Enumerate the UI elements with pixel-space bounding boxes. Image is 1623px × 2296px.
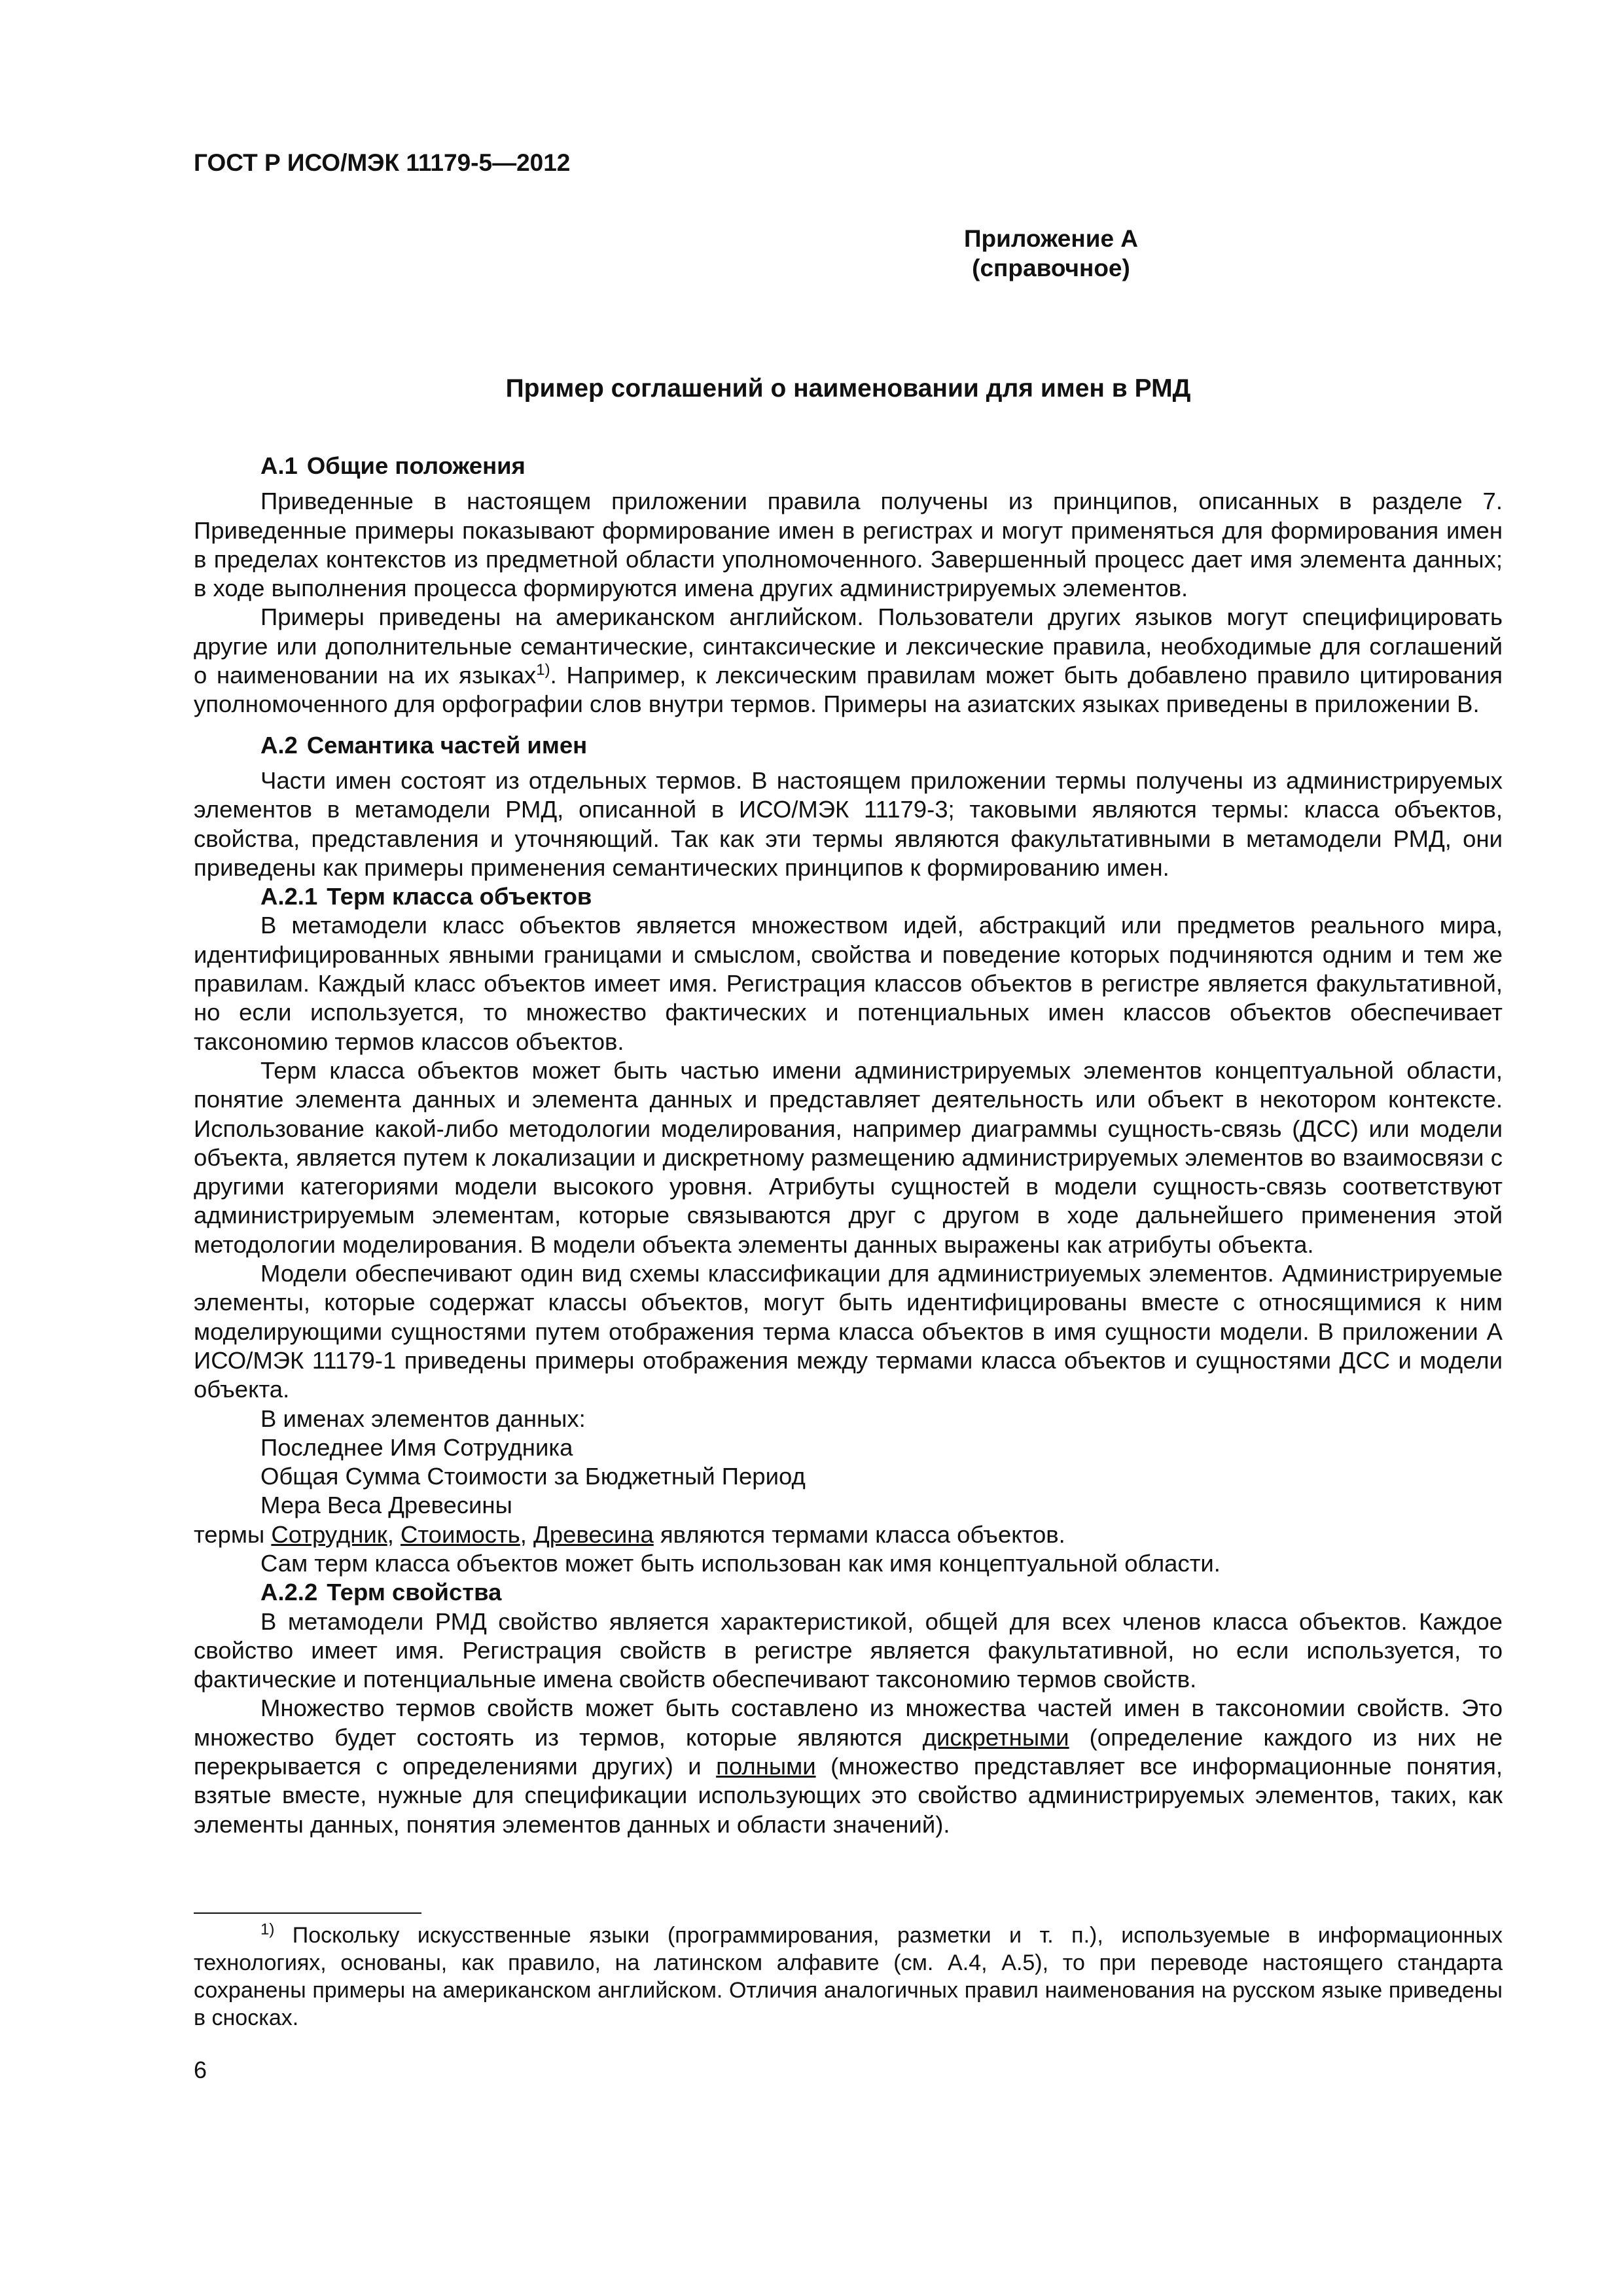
- annex-title: Приложение А: [963, 225, 1139, 252]
- section-number: А.1: [260, 452, 298, 479]
- annex-status: (справочное): [972, 255, 1130, 281]
- term-cost: Стоимость: [401, 1520, 520, 1548]
- section-number: А.2.1: [260, 883, 318, 910]
- section-heading-a1: [194, 452, 1503, 480]
- paragraph: Модели обеспечивают один вид схемы классификации для администриуемых элементов. Администрируемые элементы, которые содержат классы объектов, могут быть идентифицированы вместе с относящимися к ним моделирующими сущностями путем отображения терма класса объектов в имя сущности модели. В приложении А ИСО/МЭК 11179-1 приведены примеры отображения между термами класса объектов и сущностями ДСС и модели объекта.: [194, 1260, 1503, 1403]
- section-heading-a21: [194, 882, 1503, 911]
- section-title: Терм класса объектов: [327, 883, 592, 910]
- paragraph: Терм класса объектов может быть частью имени администрируемых элементов концептуальной области, понятие элемента данных и элемента данных и представляет деятельность или объект в некотором контексте. Использование какой-либо методологии моделирования, например диаграммы сущность-связь (ДСС) или модели объекта, является путем к локализации и дискретному размещению администрируемых элементов во взаимосвязи с другими категориями модели высокого уровня. Атрибуты сущностей в модели сущность-связь соответствуют администрируемым элементам, которые связываются друг с другом в ходе дальнейшего применения этой методологии моделирования. В модели объекта элементы данных выражены как атрибуты объекта.: [194, 1056, 1503, 1258]
- body-text: [194, 452, 1503, 1839]
- section-heading-a22: [194, 1578, 1503, 1607]
- footnote-ref[interactable]: 1): [536, 660, 550, 679]
- text-run: Поскольку искусственные языки (программирования, разметки и т. п.), используемые в информационных технологиях, основаны, как правило, на латинском алфавите (см. А.4, А.5), то при переводе настоящего стандарта сохранены примеры на американском английском. Отличия аналогичных правил наименования на русском языке приведены в сносках.: [194, 1923, 1503, 2030]
- text-run: (множество представляет все информационные понятия, взятые вместе, нужные для спецификации использующих это свойство администрируемых элементов, таких, как элементы данных, понятия элементов данных и области значений).: [194, 1753, 1503, 1838]
- paragraph: Части имен состоят из отдельных термов. В настоящем приложении термы получены из администрируемых элементов в метамодели РМД, описанной в ИСО/МЭК 11179-3; таковыми являются термы: класса объектов, свойства, представления и уточняющий. Так как эти термы являются факультативными в метамодели РМД, они приведены как примеры применения семантических принципов к формированию имен.: [194, 766, 1503, 881]
- section-number: А.2.2: [260, 1579, 318, 1606]
- text-run: Примеры приведены на американском английском. Пользователи других языков могут специфицировать другие или дополнительные семантические, синтаксические и лексические правила, необходимые для соглашений о наименовании на их языках: [194, 603, 1503, 689]
- text-run: ,: [520, 1520, 534, 1548]
- paragraph: Приведенные в настоящем приложении правила получены из принципов, описанных в разделе 7. Приведенные примеры показывают формирование имен в регистрах и могут применяться для формирования имен в пределах контекстов из предметной области уполномоченного. Завершенный процесс дает имя элемента данных; в ходе выполнения процесса формируются имена других администрируемых элементов.: [194, 488, 1503, 602]
- paragraph: В метамодели класс объектов является множеством идей, абстракций или предметов реального мира, идентифицированных явными границами и смыслом, свойства и поведение которых подчиняются одним и тем же правилам. Каждый класс объектов имеет имя. Регистрация классов объектов в регистре является факультативной, но если используется, то множество фактических и потенциальных имен классов объектов обеспечивает таксономию термов классов объектов.: [194, 912, 1503, 1055]
- example-item: Последнее Имя Сотрудника: [260, 1433, 573, 1461]
- examples-intro: В именах элементов данных:: [260, 1405, 586, 1432]
- terms-line: [194, 1520, 1503, 1549]
- footnote: [194, 1922, 1503, 2032]
- paragraph: [194, 603, 1503, 719]
- section-title: Семантика частей имен: [306, 731, 588, 759]
- text-run: Множество термов свойств может быть составлено из множества частей имен в таксономии свойств. Это множество будет состоять из термов, которые являются: [194, 1695, 1503, 1751]
- section-title: Общие положения: [306, 452, 526, 479]
- text-run: ,: [387, 1520, 401, 1548]
- section-heading-a2: [194, 731, 1503, 760]
- footnote-text: [194, 1922, 1503, 2032]
- document-code: ГОСТ Р ИСО/МЭК 11179-5—2012: [194, 149, 571, 176]
- term-discrete: дискретными: [922, 1723, 1069, 1751]
- term-timber: Древесина: [533, 1520, 654, 1548]
- term-complete: полными: [716, 1753, 816, 1780]
- example-item: Общая Сумма Стоимости за Бюджетный Период: [260, 1463, 806, 1490]
- example-item: Мера Веса Древесины: [260, 1492, 512, 1519]
- annex-label: [757, 224, 1346, 283]
- text-run: (определение каждого из них не перекрывается с определениями других) и: [194, 1723, 1503, 1780]
- page-number: 6: [194, 2056, 207, 2083]
- text-run: термы: [194, 1520, 272, 1548]
- paragraph: [194, 1694, 1503, 1839]
- annex-heading: Пример соглашений о наименовании для имен в РМД: [505, 374, 1191, 403]
- term-employee: Сотрудник: [271, 1520, 387, 1548]
- text-run: являются термами класса объектов.: [653, 1520, 1065, 1548]
- paragraph: Сам терм класса объектов может быть использован как имя концептуальной области.: [260, 1549, 1221, 1577]
- section-number: А.2: [260, 731, 298, 759]
- footnote-separator: [194, 1912, 421, 1914]
- footnote-mark: 1): [260, 1920, 275, 1939]
- text-run: . Например, к лексическим правилам может быть добавлено правило цитирования уполномоченного для орфографии слов внутри термов. Примеры на азиатских языках приведены в приложении В.: [194, 662, 1503, 718]
- section-title: Терм свойства: [327, 1579, 502, 1606]
- paragraph: В метамодели РМД свойство является характеристикой, общей для всех членов класса объектов. Каждое свойство имеет имя. Регистрация свойств в регистре является факультативной, но если используется, то фактические и потенциальные имена свойств обеспечивают таксономию термов свойств.: [194, 1607, 1503, 1693]
